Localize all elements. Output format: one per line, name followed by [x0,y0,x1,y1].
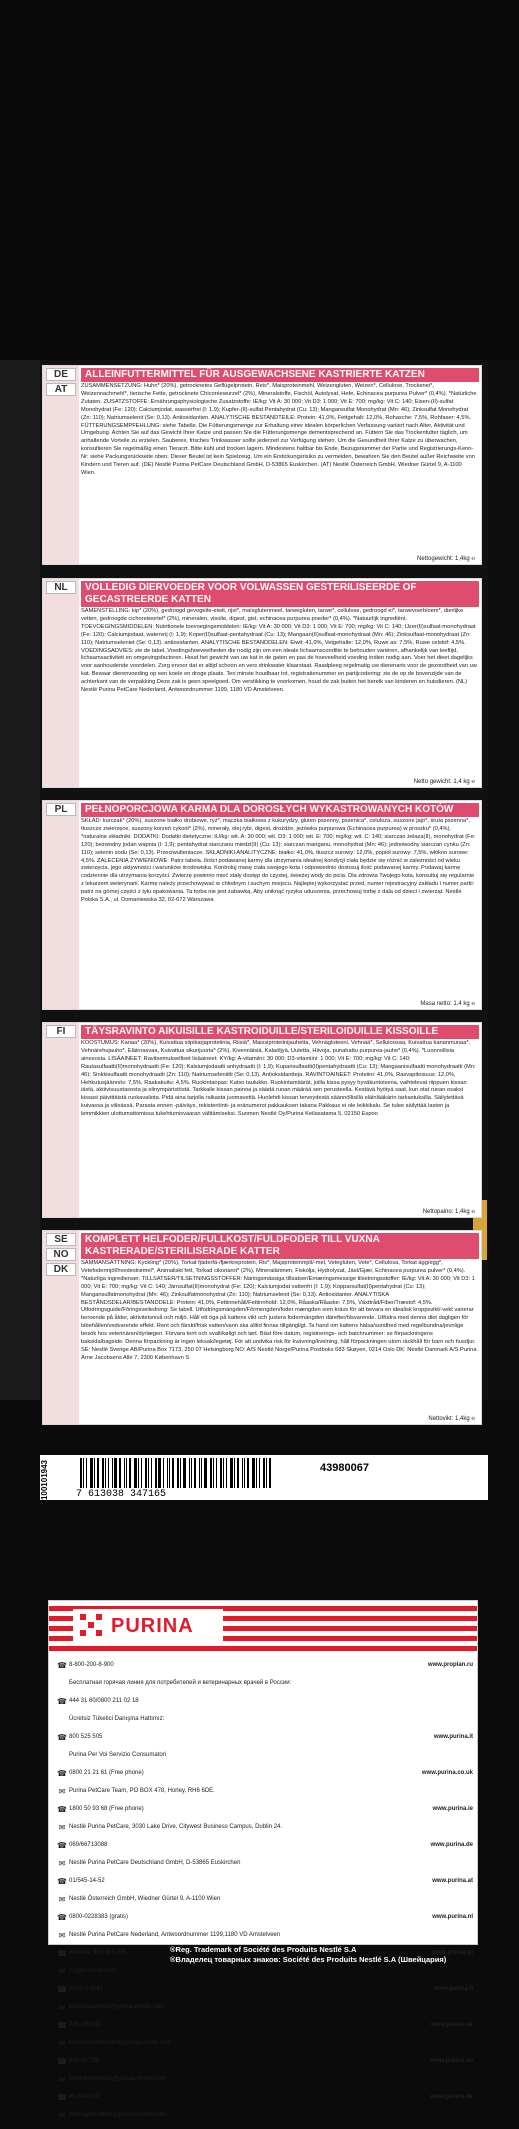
phone-icon: ☎ [57,1661,67,1670]
contact-text: 0800-0228383 (gratis) [69,1914,129,1920]
lang-block-nl [42,578,482,788]
contact-url[interactable]: www.purina.fi [433,1986,473,1992]
contact-url[interactable]: www.purina.nl [432,1914,473,1920]
contact-url[interactable]: www.proplan.ru [427,1662,473,1668]
contact-text: 800 80 730 [69,2058,100,2064]
block-text: ZUSAMMENSETZUNG: Huhn* (20%), getrocknetes Geflügelprotein, Reis*, Maisproteinmehl, Weizengluten, Weizen*, Cellulose, Trockenei*, Weizennachmehl*, tierische Fette, getrocknete Chicoréewurzel* (2%), Mineralstoffe, Fischöl, Autolysat, Hefe, Echinacea purpurea Pulver* (0,4%). *Natürliche Zutaten. ZUSATZSTOFFE: Ernährungsphysiologische Zusatzstoffe: IE/kg: Vit A: 30 000; Vit D3: 1 000; Vit E: 700; mg/kg: Vit C: 140; Eisen-(II)-sulfat Monohydrat (Fe: 120); Calciumjodat, wasserfrei (I: 1,9); Kupfer-(II)-sulfat Pentahydrat (Cu: 13); Mangansulfat Monohydrat (Mn: 46); Zinksulfat Monohydrat (Zn: 110); Natriumselenit (Se: 0,13). Antioxidantien. ANALYTISCHE BESTANDTEILE: Protein: 41,0%, Fettgehalt: 12,0%, Rohasche: 7,5%, Rohfaser: 4,5%. FÜTTERUNGSEMPFEHLUNG: siehe Tabelle. Die Fütterungsmenge zur Erhaltung einer idealen körperlichen Verfassung variiert nach Alter, Aktivität und Umgebung. Achten Sie auf das Gewicht Ihrer Katze und passen Sie die Fütterungsmenge dementsprechend an. Füttern Sie das Trockenfutter täglich, um anhaltende Vorteile zu erzielen. Sauberes, frisches Trinkwasser sollte jederzeit zur Verfügung stehen. Um die Gesundheit Ihrer Katze zu überwachen, konsultieren Sie regelmäßig einen Tierarzt. Bitte kühl und trocken lagern. Mindestens haltbar bis Ende, Bezugsnummer der Partie und Registrierungs-Kenn-Nr: siehe Packungsrückseite oben. Dieser Beutel ist kein Spielzeug. Um ein Erstickungsrisiko zu vermeiden, bewahren Sie den Beutel außer Reichweite von Kindern und Tieren auf. (DE) Nestlé Purina PetCare Deutschland GmbH, D-53865 Euskirchen. (AT) Nestlé Österreich GmbH, Wiedner Gürtel 9, A-1100 Wien. [81,383,477,553]
phone-icon: ☎ [57,1769,67,1778]
contact-url[interactable]: www.purina.ie [432,1806,473,1812]
barcode-bar [114,1458,117,1488]
block-title: PEŁNOPORCJOWA KARMA DLA DOROSŁYCH WYKASTROWANYCH KOTÓW [81,803,479,817]
barcode-bar [244,1458,245,1488]
country-code: SE [46,1233,76,1246]
block-title: TÄYSRAVINTO AIKUISILLE KASTROIDUILLE/STERILOIDUILLE KISSOILLE [81,1025,479,1039]
barcode-bar [180,1458,181,1488]
lang-block-pl [42,800,482,1010]
barcode-bar [138,1458,139,1488]
country-code: DK [46,1263,76,1276]
contact-text: 0800-0-6161 [69,1986,104,1992]
barcode-bar [80,1458,82,1488]
country-codes [43,1231,79,1424]
barcode-bar [266,1458,267,1488]
contact-row [55,1967,473,1985]
block-text: SAMMANSÄTTNING: Kyckling* (20%), Torkat fjäderfä-/fjærkreprotein, Ris*, Majsproteinmjöl/-mel, Vetegluten, Vete*, Cellulosa, Torkat ägg/egg*, Vetefodermjöl/hvedestrømel*, Animaliskt fett, Torkad cikoriarot* (2%), Mineralämnen, Fiskolja, Hydrolysat, Jäst/Gjær, Echinacea purpurea pulver* (0,4%). *Naturliga ingredienser. TILLSATSER/TILSETNINGSSTOFFER: Näringsmässiga tillsatser/Ernæringsmessige tilsetningsstoffer: IE/kg: Vit A: 30 000; Vit D3: 1 000; Vit E: 700; mg/kg: Vit C: 140; Järnsulfat(II)monohydrat (Fe: 120); Kalciumjodat vattenfri (I: 1,9); Kopparsulfat(II)pentahydrat (Cu: 13); Mangansulfatmonohydrat (Mn: 46); Zinksulfatmonohydrat (Zn: 110); Natriumselenit (Se: 0,13). Antioxidanter. ANALYTISKA BESTÅNDSDELAR/BESTANDDELE: Protein: 41,0%, Fettinnehåll/Fettinnhold: 12,0%, Råaska/Råaske: 7,5%, Växttråd/Fiber/Træstof: 4,5%. Utfodringsguide/Fôringsveiledning: Se tabell. Utfodringsmängden/Fôrmengden/foder mængden som krävs för att bevara en idealisk kroppsvikt/-vekt varierar beroende på ålder, aktivitetsnivå och miljö. Håll ett öga på kattens vikt och justera fodermängden därefter/tilsvarende. Utfodra med denna diet dagligen för bibehållen/vedvarende effekt. Rent och färskt/frisk vatten/vann ska alltid finnas tillgängligt. Ta hand om kattens hälsa/sundhed med regelbundna/jevnlige besök hos veterinären/dyrlægen. Förvara torrt och svalt/køligt och tørt. Bäst före datum, registrerings- och batchnummer: se förpackningens baksida/bagside. Denna förpackning är ingen leksak/legetøj. För att undvika risk för kvävning/kvelning, håll förpackningen utom räckhåll för barn och husdjur. SE: Nestlé Sverige AB/Purina Box 7173, 250 07 Helsingborg NO: A/S Nestlé Norge/Purina Postboks 683 Skøyen, 0214 Oslo DK: Nestlé Danmark A/S Purina Arne Jacobsens Allé 7, 2300 København S [81,1260,477,1414]
contact-row [55,1859,473,1877]
contact-list [55,1661,473,2129]
net-weight: Netto gewicht: 1,4 kg ℮ [410,779,475,785]
barcode-bar [242,1458,243,1488]
contact-text: Purina PetCare Team, PO BOX 478, Horley, RH6 6DE. [69,1788,215,1794]
mail-icon: ✉ [58,1967,66,1976]
contact-text: 020-299300 [69,2022,102,2028]
contact-text: 01/545-14-52 [69,1878,105,1884]
contact-text: Ücretsiz Tüketici Danışma Hattımız: [69,1716,165,1722]
contact-row [55,1769,473,1787]
barcode-bar [263,1458,265,1488]
country-code: NL [46,581,76,594]
barcode-bar [220,1458,222,1488]
country-codes [43,1023,79,1217]
barcode-bar [90,1458,93,1488]
barcode-bar [210,1458,212,1488]
contact-row [55,2093,473,2111]
barcode-bar [108,1458,109,1488]
contact-text: Бесплатная горячая линия для потребителей и ветеринарных врачей в России: [69,1680,292,1686]
barcode-bar [124,1458,125,1488]
contact-row [55,2003,473,2021]
batch-code-right: 43980067 [320,1462,369,1474]
barcode-bar [119,1458,121,1488]
block-text: SAMENSTELLING: kip* (20%), gedroogd gevogelte-eiwit, rijst*, maïsglutenmeel, tarwegluten, tarwe*, cellulose, gedroogd ei*, tarwevoerbloem*, dierlijke vetten, gedroogde cichoreiwortel* (2%), mineralen, visolie, digest, gist, echinacea purpurea poeder* (0,4%). *Natuurlijk ingrediënt. TOEVOEGINGSMIDDELEN: Nutritionele toevoegingsmiddelen: IE/kg: Vit A: 30 000; Vit D3: 1 000; Vit E: 700; mg/kg: Vit C: 140; IJzer(II)sulfaat-monohydraat (Fe: 120); Calciumjodaat, watervrij (I: 1,9); Koper(II)sulfaat-pentahydraat (Cu: 13); Mangaan(II)sulfaat-monohydraat (Mn: 46); Zinksulfaat-monohydraat (Zn: 110); Natriumseleniet (Se: 0,13). antioxidanten. ANALYTISCHE BESTANDDELEN: Eiwit: 41,0%, Vetgehalte: 12,0%, Ruwe as: 7,5%, Ruwe celstof: 4,5%. VOEDINGSADVIES: zie de tabel. Voedingshoeveelheden die nodig zijn om een ideale lichaamsconditie te behouden variëren, afhankelijk van leeftijd, lichaamsactiviteit en omgevingsfactoren. Houd het gewicht van uw kat in de gaten en pas de hoeveelheid voeding indien nodig aan. Voer het dieet dagelijks voor aanhoudende voordelen. Zorg ervoor dat er altijd schoon en vers drinkwater klaarstaat. Raadpleeg regelmatig uw dierenarts voor de gezondheid van uw kat. Bewaar dierenvoeding op een koele en droge plaats. Ten minste houdbaar tot, registratienummer en partijcodering: zie de op de bovenzijde van de achterkant van de verpakking Deze zak is geen speelgoed. Om verstikking te voorkomen, houd de zak buiten het bereik van kinderen en huisdieren. (NL) Nestlé Purina PetCare Nederland, Antwoordnummer 1199, 1180 VD Amstelveen. [81,608,477,777]
phone-icon: ☎ [57,1733,67,1742]
country-codes [43,801,79,1009]
block-title: VOLLEDIG DIERVOEDER VOOR VOLWASSEN GESTERILISEERDE OF GECASTREERDE KATTEN [81,581,479,607]
contact-text: 1800 50 93 68 (Free phone) [69,1806,144,1812]
barcode-bar [256,1458,257,1488]
contact-row [55,1733,473,1751]
contact-row [55,1805,473,1823]
barcode-bar [216,1458,217,1488]
brand-name: PURINA [111,1614,194,1637]
country-codes [43,366,79,564]
barcode-bar [145,1458,147,1488]
contact-row [55,1661,473,1679]
barcode-bar [259,1458,260,1488]
contact-text: 8-800-200-8-900 [69,1662,114,1668]
contact-text: 800 525 505 [69,1734,103,1740]
contact-text: Infolinia: 801 315 005 [69,1950,127,1956]
contact-row [55,1985,473,2003]
contact-row [55,1895,473,1913]
contact-text: konsumentkontakt@purina.nestle.com [69,2040,172,2046]
barcode-bar [86,1458,87,1488]
barcode-bar [141,1458,142,1488]
net-weight: Nettopaino: 1,4kg ℮ [419,1209,475,1215]
country-code: PL [46,803,76,816]
top-black-area [0,0,519,360]
contact-text: 069/66713088 [69,1842,108,1848]
barcode-bar [201,1458,202,1488]
contact-row [55,1841,473,1859]
barcode-bar [129,1458,131,1488]
mail-icon: ✉ [58,1895,66,1904]
barcode-bar [199,1458,200,1488]
contact-row [55,1913,473,1931]
trademark-note-ru: ®Владелец товарных знаков: Société des Produits Nestlé S.A (Швейцария) [170,1955,447,1964]
barcode-bar [172,1458,174,1488]
barcode-bar [252,1458,255,1488]
contact-text: Nestlé Purina PetCare Deutschland GmbH, D-53865 Euskirchen [69,1860,241,1866]
contact-text: forbrukerkontakt@purina.nestle.com [69,2076,166,2082]
lang-block-fi [42,1022,482,1218]
right-rail [488,360,519,1400]
barcode-bar [237,1458,239,1488]
contact-text: cc@pl.nestle.com [69,1968,117,1974]
purina-checker-band [49,1601,477,1651]
phone-icon: ☎ [57,1697,67,1706]
net-weight: Nettovikt: 1,4kg ℮ [424,1416,475,1422]
barcode-bar [158,1458,161,1488]
contact-text: forbrugerkontakt@purina.nestle.com [69,2112,167,2118]
contact-text: 444 31 60/0800 211 02 18 [69,1698,139,1704]
contact-url[interactable]: www.purina.de [430,1842,473,1848]
contact-url[interactable]: www.purina.pl [432,1950,473,1956]
contact-text: kuluttajapalvelu@purina.nestle.com [69,2004,164,2010]
contact-row [55,2021,473,2039]
contact-row [55,2057,473,2075]
block-text: KOOSTUMUS: Kanaa* (20%), Kuivattua siipikarjaproteiinia, Riisiä*, Maissiproteiinijauhetta, Vehnägluteeni, Vehnää*, Selluloosaa, Kuivattua kananmunaa*, Vehnärehujauho*, Eläinrasvaa, Kuivattua sikurijuurta* (2%), Kivennäisiä, Kalaöljyä, Uutetta, Hiivoja, punahattu purpurea-jauhe* (0,4%). *Luonnollisia ainesosia. LISÄAINEET: Ravitsemukselliset lisäaineet: KY/kg: A-vitamiini: 30 000; D3-vitamiini: 1 000; Vit E: 700; mg/kg: Vit C: 140; Rautasulfaatti(II)monohydraatti (Fe: 120); Kalsiumjodaatti anhydraatti (I: 1,9); Kuparisulfaatti(II)pentahydraatti (Cu: 13); Mangaanisulfaatti monohydraatti (Mn: 46); Sinkkisulfaatti monohydraatti (Zn: 110); Natriumseleniitti (Se: 0,13). Antioksidantteja. RAVINTOAINEET: Proteiini: 41,0%, Rasvapitoisuus: 12,0%, Hehkutusjäännös: 7,5%, Raakakuitu: 4,5%. Ruokintaopas: Katso taulukko. Ruokintamäärät, joilla kissa pysyy hyväkuntoisena, vaihtelevat riippuen kissan iästä, aktiivisuustasosta ja elinympäristöstä. Tarkkaile kissan painoa ja säädä ruoan määrää sen perusteella. Kestävä hyötyä saat, kun otat ruoan osaksi kissasi päivittäistä ruokavaliota. Pidä aina tarjolla raikasta juomavettä. Huolehdi kissan terveydestä säännöllisillä eläinlääkärin tarkastuksilla. Säilytettävä kuivassa ja viileässä. Parasta ennen -päiväys, rekisteröinti- ja eränumerot pakkauksen takana Pakkaus ei ole leikkikalu. Se tulee säilyttää lasten ja lemmikkien ulottumattomissa tukehtumisvaaran välttämiseksi. Suomen Nestlé Oy/Purina Keilasatama 5, 02150 Espoo [81,1040,477,1207]
contact-url[interactable]: www.purina.no [430,2058,473,2064]
barcode-bar [94,1458,95,1488]
barcode-bar [177,1458,179,1488]
contact-url[interactable]: www.purina.co.uk [421,1770,473,1776]
phone-icon: ☎ [57,1985,67,1994]
phone-icon: ☎ [57,2057,67,2066]
contact-url[interactable]: www.purina.at [432,1878,473,1884]
contact-text: Nestlé Purina PetCare, 3030 Lake Drive, Citywest Business Campus, Dublin 24. [69,1824,283,1830]
barcode-bars [80,1458,280,1488]
phone-icon: ☎ [57,2093,67,2102]
mail-icon: ✉ [58,1931,66,1940]
contact-row [55,1697,473,1715]
contact-row [55,2039,473,2057]
trademark-note: ®Reg. Trademark of Société des Produits Nestlé S.A [170,1945,357,1954]
phone-icon: ☎ [57,1877,67,1886]
barcode-bar [189,1458,190,1488]
country-codes [43,579,79,787]
left-gray-strip [0,360,40,1400]
contact-row [55,1823,473,1841]
barcode-bar [169,1458,170,1488]
barcode-bar [97,1458,99,1488]
net-weight: Masa netto: 1,4 kg ℮ [416,1001,475,1007]
barcode-bar [204,1458,207,1488]
contact-text: 80 300 100 [69,2094,100,2100]
barcode-bar [83,1458,84,1488]
batch-code-left-text: 100101943 [40,1460,49,1501]
contact-url[interactable]: www.purina.se [430,2022,473,2028]
mail-icon: ✉ [58,2075,66,2084]
barcode-bar [247,1458,249,1488]
barcode-bar [155,1458,157,1488]
lang-block-de-at [42,365,482,565]
barcode-bar [194,1458,196,1488]
mail-icon: ✉ [58,2039,66,2048]
mail-icon: ✉ [58,2003,66,2012]
barcode-bar [234,1458,235,1488]
net-weight: Nettogewicht: 1,4kg ℮ [413,556,475,562]
country-code: AT [46,383,76,396]
block-title: ALLEINFUTTERMITTEL FÜR AUSGEWACHSENE KASTRIERTE KATZEN [81,368,479,382]
mail-icon: ✉ [58,1787,66,1796]
contact-url[interactable]: www.purina.it [433,1734,473,1740]
barcode-digits: 7 613038 347165 [76,1489,167,1500]
mail-icon: ✉ [58,1823,66,1832]
lang-block-se-no-dk [42,1230,482,1425]
barcode-bar [230,1458,233,1488]
barcode-bar [148,1458,149,1488]
barcode-bar [223,1458,224,1488]
mail-icon: ✉ [58,1859,66,1868]
mail-icon: ✉ [58,2111,66,2120]
country-code: FI [46,1025,76,1038]
country-code: DE [46,368,76,381]
legal-notes [170,1945,470,1965]
barcode-bar [134,1458,137,1488]
block-title: KOMPLETT HELFODER/FULLKOST/FULDFODER TILL VUXNA KASTRERADE/STERILISERADE KATTER [81,1233,479,1259]
contact-text: Nestlé Purina PetCare Nederland, Antwoordnummer 1199,1180 VD Amstelveen [69,1932,281,1938]
contact-row [55,2075,473,2093]
contact-url[interactable]: www.purina.dk [430,2094,473,2100]
contact-row [55,2111,473,2129]
contact-row [55,1715,473,1733]
barcode-bar [191,1458,192,1488]
contact-text: 0800 21 21 61 (Free phone) [69,1770,144,1776]
phone-icon: ☎ [57,1805,67,1814]
block-text: SKŁAD: kurczak* (20%), suszone białko drobiowe, ryż*, mączka białkowa z kukurydzy, gluten pszenny, pszenica*, celuloza, suszone jajo*, śruta pszenna*, tłuszcze zwierzęce, suszony korzeń cykorii* (2%), minerały, olej rybi, digest, drożdże, jeżówka purpurowa (Echinacea purpurea) w proszku* (0,4%). *naturalne składniki. DODATKI: Dodatki dietetyczne: IU/kg: wit. A: 30 000; wit. D3: 1 000; wit. E: 700; mg/kg: wit. C: 140; siarczan żelaza(II), monohydrat (Fe: 120); bezwodny jodan wapnia (I: 1,9); pentahydrat siarczanu miedzi(II) (Cu: 13); siarczan manganu, monohydrat (Mn: 46); jednowodny siarczan cynku (Zn: 110); selenin sodu (Se: 0,13). Przeciwutleniacze. SKŁADNIKI ANALITYCZNE: białko: 41,0%, tłuszcz surowy: 12,0%, popiół surowy: 7,5%, włókno surowe: 4,5%. ZALECENIA ŻYWIENIOWE: Patrz tabela. Ilości podawanej karmy dla utrzymania idealnej kondycji ciała będzie się różnić w zależności od wieku zwierzęcia, jego aktywności i warunków środowiska. Kontroluj masę ciała swojego kota i odpowiednio dostosuj ilość podawanej karmy. Podawaj karmę codziennie dla utrzymania korzyści. Zwierzę powinno mieć stały dostęp do czystej, świeżej wody do picia. Dla zdrowia Twojego kota, konsultuj się regularnie z lekarzem weterynarii. Karmę należy przechowywać w chłodnym i suchym miejscu. Najlepiej wykorzystać przed, numer rejestracyjny zakładu i numer partii: patrz na górnej części z tyłu opakowania. Ta torba nie jest zabawką. Aby uniknąć ryzyka uduszenia, przechowuj torbę z dala od dzieci i zwierząt. Nestlé Polska S.A., ul. Domaniewska 32, 02-672 Warszawa [81,818,477,999]
barcode-bar [112,1458,113,1488]
phone-icon: ☎ [57,2021,67,2030]
barcode-bar [102,1458,104,1488]
checkerboard-icon [79,1613,105,1639]
purina-logo [73,1609,223,1643]
barcode-bar [226,1458,227,1488]
contact-text: Purina Per Voi Servizio Consumatori [69,1752,167,1758]
country-code: NO [46,1248,76,1261]
batch-code-left [40,1460,56,1500]
barcode-bar [105,1458,106,1488]
contact-row [55,1877,473,1895]
barcode-bar [167,1458,168,1488]
phone-icon: ☎ [57,1913,67,1922]
barcode-bar [213,1458,214,1488]
barcode-bar [269,1458,271,1488]
contact-row [55,1787,473,1805]
contact-row [55,1751,473,1769]
barcode-bar [163,1458,164,1488]
phone-icon: ☎ [57,1841,67,1850]
contact-text: Nestlé Österreich GmbH, Wiedner Gürtel 9, A-1100 Wien [69,1896,221,1902]
barcode-bar [126,1458,127,1488]
phone-icon: ☎ [57,1949,67,1958]
barcode-bar [151,1458,152,1488]
contact-row [55,1679,473,1697]
barcode-bar [183,1458,186,1488]
